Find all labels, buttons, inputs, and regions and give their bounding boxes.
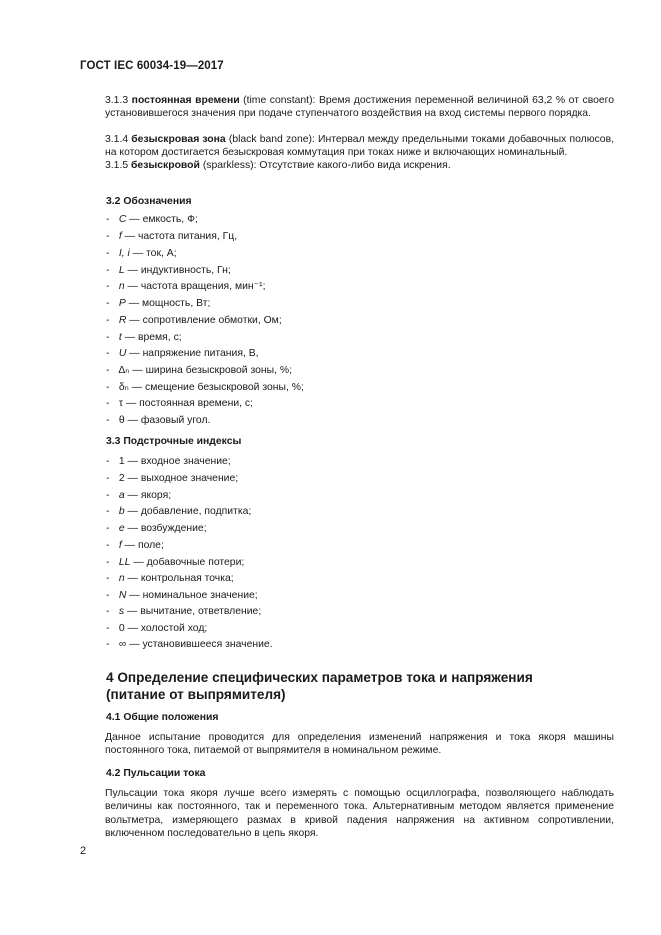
symbol: LL bbox=[118, 557, 131, 568]
symbol-meaning: — добавочные потери; bbox=[130, 557, 245, 568]
section-4-title bbox=[106, 669, 533, 703]
list-item: - e — возбуждение; bbox=[106, 523, 207, 534]
symbol: n bbox=[118, 573, 125, 584]
term-number: 3.1.5 bbox=[105, 160, 129, 171]
symbol: b bbox=[118, 506, 125, 517]
list-item: - P — мощность, Вт; bbox=[106, 298, 211, 309]
symbol: Δₙ bbox=[118, 365, 130, 376]
symbol: C bbox=[118, 214, 127, 225]
term-3-1-4 bbox=[80, 133, 614, 160]
list-item: - U — напряжение питания, В, bbox=[106, 348, 259, 359]
symbol: θ bbox=[118, 415, 125, 426]
symbol-meaning: — якоря; bbox=[124, 490, 172, 501]
term-number: 3.1.4 bbox=[105, 134, 129, 145]
symbol: f bbox=[118, 540, 122, 551]
symbol-meaning: — индуктивность, Гн; bbox=[124, 265, 231, 276]
symbol: s bbox=[118, 606, 125, 617]
symbol-meaning: — напряжение питания, В, bbox=[126, 348, 259, 359]
symbol: R bbox=[118, 315, 127, 326]
symbol: L bbox=[118, 265, 125, 276]
list-item: - I, i — ток, А; bbox=[106, 248, 177, 259]
symbol-meaning: — постоянная времени, с; bbox=[123, 398, 253, 409]
symbol: τ bbox=[118, 398, 123, 409]
symbols-heading: 3.2 Обозначения bbox=[106, 196, 192, 207]
page-number: 2 bbox=[80, 845, 87, 857]
symbol: δₙ bbox=[118, 382, 129, 393]
list-item: - N — номинальное значение; bbox=[106, 590, 258, 601]
list-item: - b — добавление, подпитка; bbox=[106, 506, 252, 517]
term-3-1-3 bbox=[80, 94, 614, 121]
symbol-meaning: — поле; bbox=[121, 540, 164, 551]
list-item: - n — контрольная точка; bbox=[106, 573, 234, 584]
symbol-meaning: — выходное значение; bbox=[124, 473, 239, 484]
list-item: - ∞ — установившееся значение. bbox=[106, 639, 273, 650]
symbol-meaning: — емкость, Ф; bbox=[126, 214, 198, 225]
symbol-meaning: — ток, А; bbox=[129, 248, 177, 259]
term-english: (sparkless): bbox=[202, 160, 257, 171]
symbol-meaning: — установившееся значение. bbox=[126, 639, 273, 650]
symbol-meaning: — мощность, Вт; bbox=[125, 298, 211, 309]
list-item: - R — сопротивление обмотки, Ом; bbox=[106, 315, 282, 326]
list-item: - 0 — холостой ход; bbox=[106, 623, 208, 634]
list-item: - LL — добавочные потери; bbox=[106, 557, 245, 568]
symbol-meaning: — ширина безыскровой зоны, %; bbox=[129, 365, 293, 376]
list-item: - s — вычитание, ответвление; bbox=[106, 606, 262, 617]
term-3-1-5 bbox=[80, 159, 614, 172]
symbol-meaning: — смещение безыскровой зоны, %; bbox=[128, 382, 304, 393]
subsection-4-1-heading: 4.1 Общие положения bbox=[106, 712, 219, 723]
symbol-meaning: — частота питания, Гц, bbox=[121, 231, 238, 242]
symbol: N bbox=[118, 590, 127, 601]
symbol: U bbox=[118, 348, 127, 359]
term-definition: Интервал между предельными токами добавочных полюсов, на котором достигается безыскровая коммутация при токах ниже и включающих номинальный. bbox=[105, 134, 614, 159]
symbol-meaning: — частота вращения, мин⁻¹; bbox=[124, 281, 266, 292]
subsection-4-2-heading: 4.2 Пульсации тока bbox=[106, 768, 206, 779]
symbol-meaning: — фазовый угол. bbox=[124, 415, 211, 426]
list-item: - θ — фазовый угол. bbox=[106, 415, 211, 426]
list-item: - C — емкость, Ф; bbox=[106, 214, 198, 225]
symbol: P bbox=[118, 298, 126, 309]
symbol: ∞ bbox=[118, 639, 127, 650]
symbol: f bbox=[118, 231, 122, 242]
list-item: - 1 — входное значение; bbox=[106, 456, 231, 467]
term-name: безыскровой bbox=[131, 160, 200, 171]
symbol-meaning: — сопротивление обмотки, Ом; bbox=[126, 315, 282, 326]
paragraph: Пульсации тока якоря лучше всего измерять с помощью осциллографа, позволяющего наблюдать величины как постоянного, так и переменного тока. Альтернативным методом является применение вольтметра, измеряющего размах в кривой падения напряжения на активном сопротивлении, включенном последовательно в цепь якоря. bbox=[105, 788, 614, 840]
section-title-line: 4 Определение специфических параметров тока и напряжения bbox=[106, 670, 533, 685]
list-item: - Δₙ — ширина безыскровой зоны, %; bbox=[106, 365, 293, 376]
list-item: - n — частота вращения, мин⁻¹; bbox=[106, 281, 266, 292]
section-title-line: (питание от выпрямителя) bbox=[106, 687, 286, 702]
list-item: - f — поле; bbox=[106, 540, 164, 551]
symbol-meaning: — время, с; bbox=[121, 332, 182, 343]
symbol-meaning: — входное значение; bbox=[124, 456, 231, 467]
symbol-meaning: — контрольная точка; bbox=[124, 573, 234, 584]
list-item: - a — якоря; bbox=[106, 490, 172, 501]
symbol: n bbox=[118, 281, 125, 292]
list-item: - δₙ — смещение безыскровой зоны, %; bbox=[106, 382, 304, 393]
term-number: 3.1.3 bbox=[105, 95, 129, 106]
subscripts-heading: 3.3 Подстрочные индексы bbox=[106, 436, 242, 447]
list-item: - L — индуктивность, Гн; bbox=[106, 265, 231, 276]
term-english: (time constant): bbox=[243, 95, 316, 106]
subsection-4-1-text bbox=[80, 731, 614, 758]
list-item: - 2 — выходное значение; bbox=[106, 473, 239, 484]
symbol-meaning: — добавление, подпитка; bbox=[124, 506, 252, 517]
symbol: 0 bbox=[118, 623, 125, 634]
symbol: I, i bbox=[118, 248, 130, 259]
term-english: (black band zone): bbox=[228, 134, 315, 145]
symbol-meaning: — номинальное значение; bbox=[126, 590, 258, 601]
term-name: постоянная времени bbox=[131, 95, 240, 106]
list-item: - t — время, с; bbox=[106, 332, 182, 343]
symbol: t bbox=[118, 332, 122, 343]
term-name: безыскровая зона bbox=[131, 134, 226, 145]
symbol-meaning: — вычитание, ответвление; bbox=[124, 606, 262, 617]
term-definition: Отсутствие какого-либо вида искрения. bbox=[259, 160, 451, 171]
symbol: 2 bbox=[118, 473, 125, 484]
symbol: e bbox=[118, 523, 125, 534]
document-header: ГОСТ IEC 60034-19—2017 bbox=[80, 60, 224, 72]
symbol: 1 bbox=[118, 456, 125, 467]
symbol: a bbox=[118, 490, 125, 501]
symbol-meaning: — холостой ход; bbox=[124, 623, 208, 634]
term-definition: Время достижения переменной величиной 63,2 % от своего установившегося значения при подаче ступенчатого воздействия на вход системы первого порядка. bbox=[105, 95, 614, 120]
symbol-meaning: — возбуждение; bbox=[124, 523, 207, 534]
paragraph: Данное испытание проводится для определения изменений напряжения и тока якоря машины постоянного тока, питаемой от выпрямителя в номинальном режиме. bbox=[105, 732, 614, 757]
list-item: - f — частота питания, Гц, bbox=[106, 231, 238, 242]
list-item: - τ — постоянная времени, с; bbox=[106, 398, 253, 409]
subsection-4-2-text bbox=[80, 787, 614, 841]
